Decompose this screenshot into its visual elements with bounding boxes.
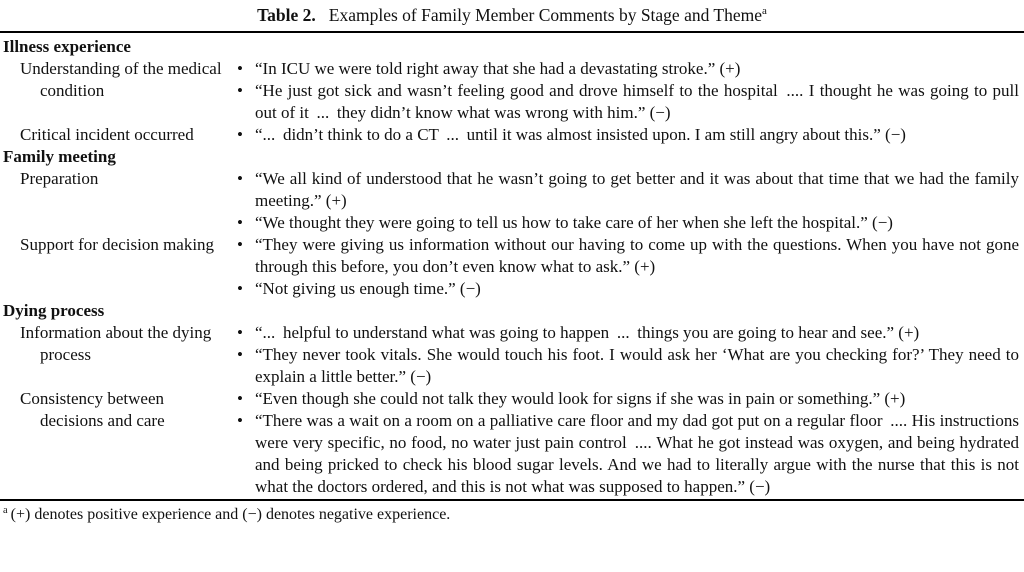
table-title bbox=[0, 0, 1024, 28]
theme-cell bbox=[3, 322, 237, 366]
table-row bbox=[3, 388, 1019, 498]
table-row bbox=[3, 322, 1019, 388]
theme-cell bbox=[3, 58, 237, 102]
table-number: Table 2. bbox=[257, 5, 316, 25]
footnote-marker: a bbox=[3, 504, 8, 516]
quote-item: • “... didn’t think to do a CT ... until it was almost insisted upon. I am still angry about this.” (−) bbox=[237, 124, 1019, 146]
section-header: Family meeting bbox=[3, 147, 116, 166]
theme-cell bbox=[3, 168, 237, 190]
theme-cell bbox=[3, 124, 237, 146]
quote-list bbox=[237, 322, 1019, 388]
quote-item: • “We all kind of understood that he wasn’t going to get better and it was about that time that we had the family meeting.” (+) bbox=[237, 168, 1019, 212]
quote-item: • “... helpful to understand what was going to happen ... things you are going to hear and see.” (+) bbox=[237, 322, 1019, 344]
table-caption: Examples of Family Member Comments by Stage and Theme bbox=[328, 5, 762, 25]
section-header: Dying process bbox=[3, 301, 105, 320]
quote-item: • “We thought they were going to tell us how to take care of her when she left the hospital.” (−) bbox=[237, 212, 1019, 234]
table-row bbox=[3, 58, 1019, 124]
theme-label: Consistency between decisions and care bbox=[20, 389, 165, 430]
quote-item: • “He just got sick and wasn’t feeling good and drove himself to the hospital .... I thought he was going to pull out of it ... they didn’t know what was wrong with him.” (−) bbox=[237, 80, 1019, 124]
quote-list bbox=[237, 234, 1019, 300]
footnote bbox=[0, 501, 1024, 525]
theme-label: Critical incident occurred bbox=[20, 125, 194, 144]
quote-list bbox=[237, 58, 1019, 124]
quote-list bbox=[237, 168, 1019, 234]
section-header: Illness experience bbox=[3, 37, 131, 56]
quote-list bbox=[237, 388, 1019, 498]
table-row bbox=[3, 168, 1019, 234]
quote-list bbox=[237, 124, 1019, 146]
table-row bbox=[3, 234, 1019, 300]
theme-label: Understanding of the medical condition bbox=[20, 59, 222, 100]
quote-item: • “In ICU we were told right away that she had a devastating stroke.” (+) bbox=[237, 58, 1019, 80]
theme-cell bbox=[3, 234, 237, 256]
theme-label: Information about the dying process bbox=[20, 323, 212, 364]
quote-item: • “Not giving us enough time.” (−) bbox=[237, 278, 1019, 300]
quote-item: • “There was a wait on a room on a palliative care floor and my dad got put on a regular floor .... His instructions were very specific, no food, no water just pain control .... What he got instead was oxygen, and being hydrated and being pricked to check his blood sugar levels. And we had to literally argue with the nurse that this is not what the doctors ordered, and this is not what was supposed to happen.” (−) bbox=[237, 410, 1019, 498]
quote-item: • “They never took vitals. She would touch his foot. I would ask her ‘What are you checking for?’ They need to explain a little better.” (−) bbox=[237, 344, 1019, 388]
table-body bbox=[0, 33, 1024, 498]
table-row bbox=[3, 124, 1019, 146]
theme-label: Preparation bbox=[20, 169, 99, 188]
quote-item: • “They were giving us information without our having to come up with the questions. When you have not gone through this before, you don’t even know what to ask.” (+) bbox=[237, 234, 1019, 278]
theme-cell bbox=[3, 388, 237, 432]
footnote-text: (+) denotes positive experience and (−) denotes negative experience. bbox=[10, 506, 451, 523]
quote-item: • “Even though she could not talk they would look for signs if she was in pain or something.” (+) bbox=[237, 388, 1019, 410]
table-caption-superscript: a bbox=[762, 5, 767, 18]
theme-label: Support for decision making bbox=[20, 235, 215, 254]
